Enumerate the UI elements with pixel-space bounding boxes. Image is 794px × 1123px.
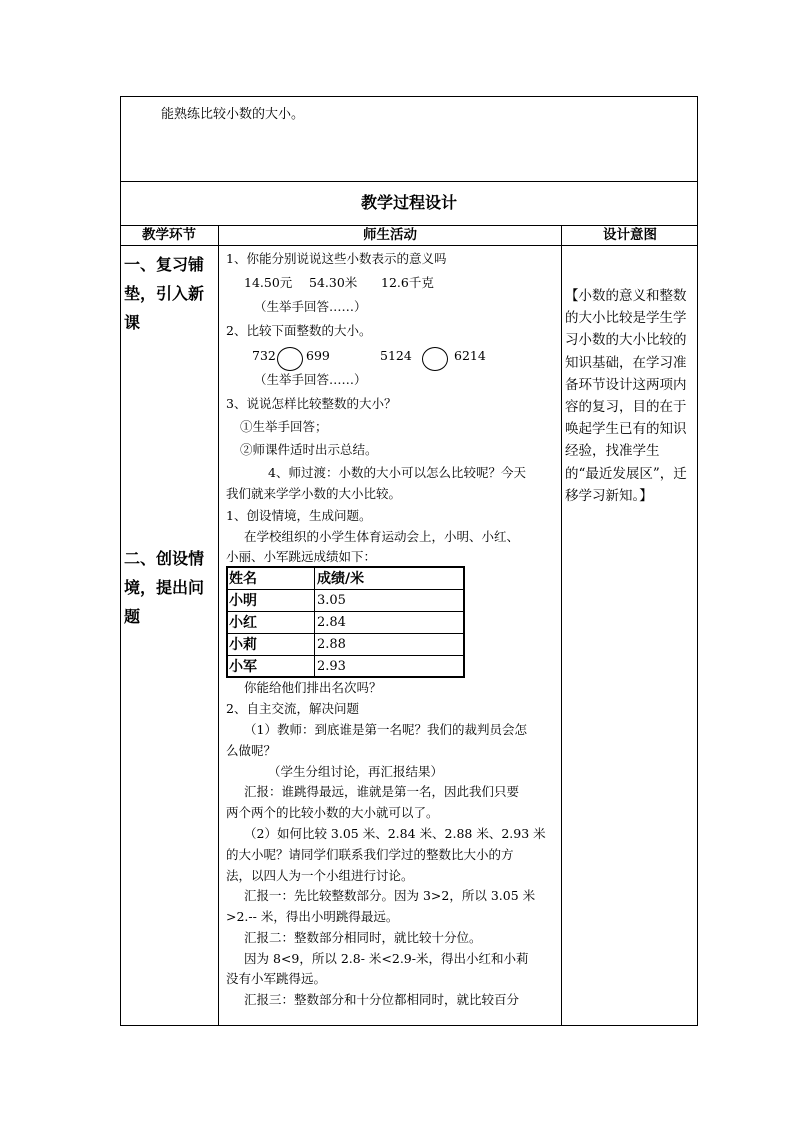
question-2: 2、比较下面整数的大小。: [226, 323, 372, 338]
report-line: 汇报：谁跳得最远，谁就是第一名，因此我们只要: [244, 784, 520, 799]
compare-number: 5124: [380, 348, 412, 363]
segment-scenario: [124, 544, 216, 631]
q1-value: 54.30米: [309, 275, 358, 290]
header-activity: 师生活动: [363, 227, 417, 243]
answer-1: （生举手回答……）: [254, 299, 367, 314]
segment-review-line: 课: [124, 313, 141, 332]
score-name: 小莉: [229, 637, 257, 653]
question-2-line: 的大小呢？请同学们联系我们学过的整数比大小的方: [226, 847, 514, 862]
score-value: 2.88: [317, 637, 346, 652]
answer-2: （生举手回答……）: [254, 372, 367, 387]
compare-circle: [277, 347, 303, 371]
rule-objective-bottom: [120, 181, 698, 182]
compare-number: 699: [306, 348, 330, 363]
rank-question: 你能给他们排出名次吗？: [244, 680, 382, 695]
section-title: 教学过程设计: [360, 193, 457, 212]
score-table-rule: [228, 655, 463, 656]
score-value: 2.93: [317, 659, 346, 674]
header-intent: 设计意图: [603, 227, 657, 243]
score-name: 小军: [229, 659, 257, 675]
objective-text: 能熟练比较小数的大小。: [161, 107, 305, 122]
group-discuss: （学生分组讨论，再汇报结果）: [268, 764, 444, 779]
scene-line: 小丽、小军跳远成绩如下：: [226, 549, 377, 564]
segment-review-line: 一、复习铺: [124, 255, 205, 274]
question-2-line: （2）如何比较 3.05 米、2.84 米、2.88 米、2.93 米: [244, 826, 546, 841]
teacher-line: （1）教师：到底谁是第一名呢？我们的裁判员会怎: [244, 722, 527, 737]
teacher-line: 么做呢？: [226, 743, 277, 758]
transition-line: 我们就来学学小数的大小比较。: [226, 486, 402, 501]
report-two: 汇报二：整数部分相同时，就比较十分位。: [244, 930, 482, 945]
score-name: 小明: [229, 593, 257, 609]
report-one-line: 汇报一：先比较整数部分。因为 3>2，所以 3.05 米: [244, 888, 536, 903]
scene-title: 1、创设情境，生成问题。: [226, 508, 372, 523]
score-header-name: 姓名: [229, 571, 257, 587]
score-table-rule: [228, 611, 463, 612]
segment-review-line: 垫，引入新: [124, 284, 205, 303]
segment-scenario-line: 题: [124, 607, 141, 626]
report-two-line: 没有小军跳得远。: [226, 971, 327, 986]
rule-col-2: [561, 225, 562, 1026]
scene-line: 在学校组织的小学生体育运动会上，小明、小红、: [244, 529, 520, 544]
segment-scenario-line: 境，提出问: [124, 578, 205, 597]
q1-value: 12.6千克: [381, 275, 434, 290]
score-table-divider: [314, 568, 315, 676]
transition-line: 4、师过渡：小数的大小可以怎么比较呢？今天: [268, 465, 526, 480]
report-two-line: 因为 8<9，所以 2.8- 米<2.9-米，得出小红和小莉: [244, 951, 529, 966]
score-table: [226, 566, 465, 678]
design-intent: 【小数的意义和整数的大小比较是学生学习小数的大小比较的知识基础，在学习准备环节设计这两项内容的复习，目的在于唤起学生已有的知识经验，找准学生的“最近发展区”，迁移学习新知。】: [565, 288, 687, 504]
header-segment: 教学环节: [142, 227, 196, 243]
question-2-line: 法，以四人为一个小组进行讨论。: [226, 868, 414, 883]
report-line: 两个两个的比较小数的大小就可以了。: [226, 805, 439, 820]
question-3: 3、说说怎样比较整数的大小？: [226, 396, 397, 411]
question-3-b: ②师课件适时出示总结。: [240, 442, 378, 457]
compare-circle: [422, 347, 448, 371]
q1-value: 14.50元: [244, 275, 293, 290]
question-1: 1、你能分别说说这些小数表示的意义吗: [226, 251, 447, 266]
report-one-line: >2.-- 米，得出小明跳得最远。: [226, 909, 399, 924]
score-table-rule: [228, 633, 463, 634]
segment-review: [124, 250, 216, 337]
compare-number: 6214: [454, 348, 486, 363]
score-value: 2.84: [317, 615, 346, 630]
report-three: 汇报三：整数部分和十分位都相同时，就比较百分: [244, 992, 520, 1007]
score-header-score: 成绩/米: [317, 571, 365, 587]
rule-col-1: [218, 225, 219, 1026]
compare-number: 732: [252, 348, 276, 363]
score-table-rule: [228, 589, 463, 590]
score-value: 3.05: [317, 593, 346, 608]
score-name: 小红: [229, 615, 257, 631]
segment-scenario-line: 二、创设情: [124, 549, 205, 568]
rule-header-bottom: [120, 245, 698, 246]
question-3-a: ①生举手回答；: [240, 419, 328, 434]
step-2: 2、自主交流，解决问题: [226, 701, 359, 716]
